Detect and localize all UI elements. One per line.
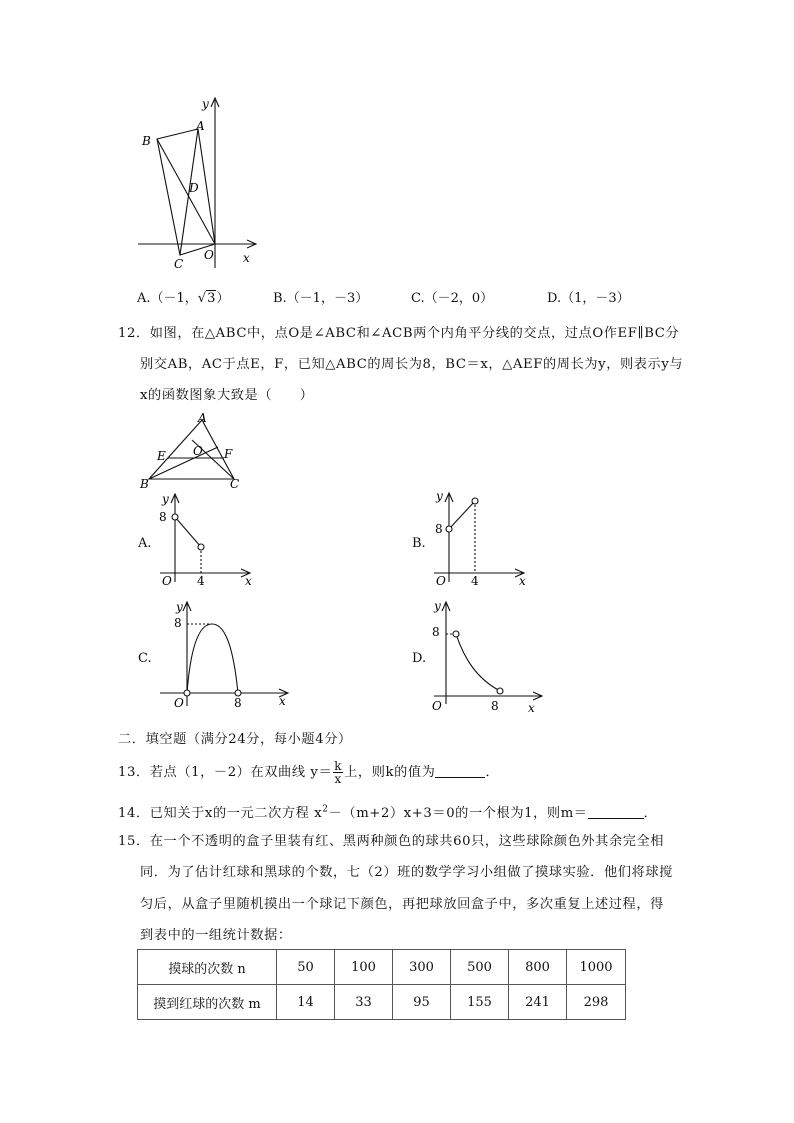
graph-b [424, 487, 534, 587]
q12-line-1: 12．如图，在△ABC中，点O是∠ABC和∠ACB两个内角平分线的交点，过点O作EF∥BC分 [118, 326, 680, 341]
label-y: y [202, 97, 209, 111]
graph-d-label: D. [412, 651, 427, 666]
answer-blank[interactable] [588, 804, 644, 819]
q15-line-1: 15．在一个不透明的盒子里装有红、黑两种颜色的球共60只，这些球除颜色外其余完全相 [118, 834, 665, 849]
tick-8-y: 8 [174, 616, 182, 630]
statistics-table [137, 949, 626, 1020]
q13-text-post: 上，则k的值为 [344, 765, 436, 780]
choice-a-suffix: ） [216, 291, 230, 306]
q13 [118, 760, 499, 785]
label-o: O [174, 696, 184, 710]
parabola-curve [187, 624, 238, 693]
label-x: x [519, 574, 526, 587]
tick-8-x: 8 [491, 699, 499, 713]
graph-c-label: C. [138, 651, 152, 666]
q11-choice-a [137, 289, 229, 309]
label-e: E [157, 449, 166, 463]
diagonal-bo [157, 139, 215, 244]
q13-text-end: ． [485, 765, 500, 780]
graph-a [150, 487, 260, 587]
table-cell: 14 [277, 985, 335, 1020]
exponent: 2 [322, 804, 329, 815]
label-x: x [528, 701, 535, 715]
label-y: y [434, 599, 441, 613]
q11-choice-d: D.（1，－3） [547, 291, 630, 306]
figure-11-coordinate-diagram [130, 92, 270, 272]
label-o: O [193, 444, 203, 458]
label-f: F [224, 447, 233, 461]
open-endpoint [446, 526, 452, 532]
decreasing-curve [456, 634, 500, 691]
tick-4: 4 [471, 574, 479, 587]
graph-segment [449, 501, 475, 529]
table-cell: 298 [567, 985, 626, 1020]
label-x: x [243, 251, 250, 265]
open-endpoint [453, 631, 459, 637]
q14 [118, 802, 657, 821]
label-x: x [279, 694, 286, 708]
section-2-heading: 二．填空题（满分24分，每小题4分） [118, 732, 352, 747]
q12-line-3: x的函数图象大致是（ ） [140, 388, 314, 403]
answer-blank[interactable] [435, 763, 485, 778]
table-cell: 300 [393, 950, 451, 985]
choice-a-radicand: 3 [207, 291, 216, 306]
q15-line-2: 同．为了估计红球和黑球的个数，七（2）班的数学学习小组做了摸球实验．他们将球搅 [140, 865, 673, 880]
table-cell: 95 [393, 985, 451, 1020]
open-endpoint [184, 690, 190, 696]
graph-a-label: A. [138, 536, 152, 551]
graph-d [424, 596, 554, 716]
open-endpoint [198, 544, 204, 550]
tick-8: 8 [435, 522, 443, 536]
figure-12-triangle [138, 410, 248, 490]
table-cell: 800 [509, 950, 567, 985]
open-endpoint [472, 498, 478, 504]
tick-8-x: 8 [234, 696, 242, 710]
sqrt-symbol: √ [197, 291, 207, 306]
q14-text-post: －（m+2）x+3＝0的一个根为1，则m＝ [328, 806, 588, 821]
row-header-red-draws: 摸到红球的次数 m [138, 985, 277, 1020]
table-row [138, 950, 626, 985]
graph-b-label: B. [412, 536, 426, 551]
label-y: y [176, 600, 183, 614]
row-header-draws: 摸球的次数 n [138, 950, 277, 985]
table-cell: 155 [451, 985, 509, 1020]
graph-segment [175, 517, 201, 547]
label-o: O [436, 574, 446, 587]
label-o: O [162, 574, 172, 587]
choice-a-prefix: A.（－1， [137, 291, 198, 306]
table-cell: 100 [335, 950, 393, 985]
table-cell: 50 [277, 950, 335, 985]
label-a: A [198, 411, 207, 425]
label-d: D [189, 181, 199, 195]
table-cell: 500 [451, 950, 509, 985]
table-cell: 33 [335, 985, 393, 1020]
label-a: A [196, 119, 205, 133]
q14-text-pre: 14．已知关于x的一元二次方程 x [118, 806, 323, 821]
q14-text-end: ． [643, 806, 658, 821]
tick-4: 4 [197, 574, 205, 587]
table-cell: 241 [509, 985, 567, 1020]
fraction-numerator: k [334, 759, 343, 773]
label-o: O [432, 699, 442, 713]
label-c: C [174, 257, 184, 271]
q15-line-3: 匀后，从盒子里随机摸出一个球记下颜色，再把球放回盒子中，多次重复上述过程，得 [140, 897, 664, 912]
label-y: y [162, 492, 169, 506]
q15-line-4: 到表中的一组统计数据： [140, 928, 292, 943]
fraction-denominator: x [334, 772, 342, 786]
q11-choice-c: C.（－2，0） [411, 291, 494, 306]
q12-line-2: 别交AB，AC于点E，F，已知△ABC的周长为8，BC＝x，△AEF的周长为y，则表示y与 [140, 357, 684, 372]
table-row [138, 985, 626, 1020]
label-x: x [245, 574, 252, 587]
q11-choice-b: B.（－1，－3） [273, 291, 369, 306]
table-cell: 1000 [567, 950, 626, 985]
open-endpoint [172, 514, 178, 520]
tick-8-y: 8 [432, 625, 440, 639]
label-y: y [436, 489, 443, 503]
label-b: B [142, 134, 151, 148]
label-o: O [204, 248, 214, 262]
fraction-k-over-x [333, 760, 343, 785]
open-endpoint [497, 688, 503, 694]
tick-8: 8 [159, 510, 167, 524]
label-c: C [230, 477, 240, 490]
q13-text-pre: 13．若点（1，－2）在双曲线 y＝ [118, 765, 333, 780]
label-b: B [140, 477, 149, 490]
graph-c [152, 596, 292, 711]
